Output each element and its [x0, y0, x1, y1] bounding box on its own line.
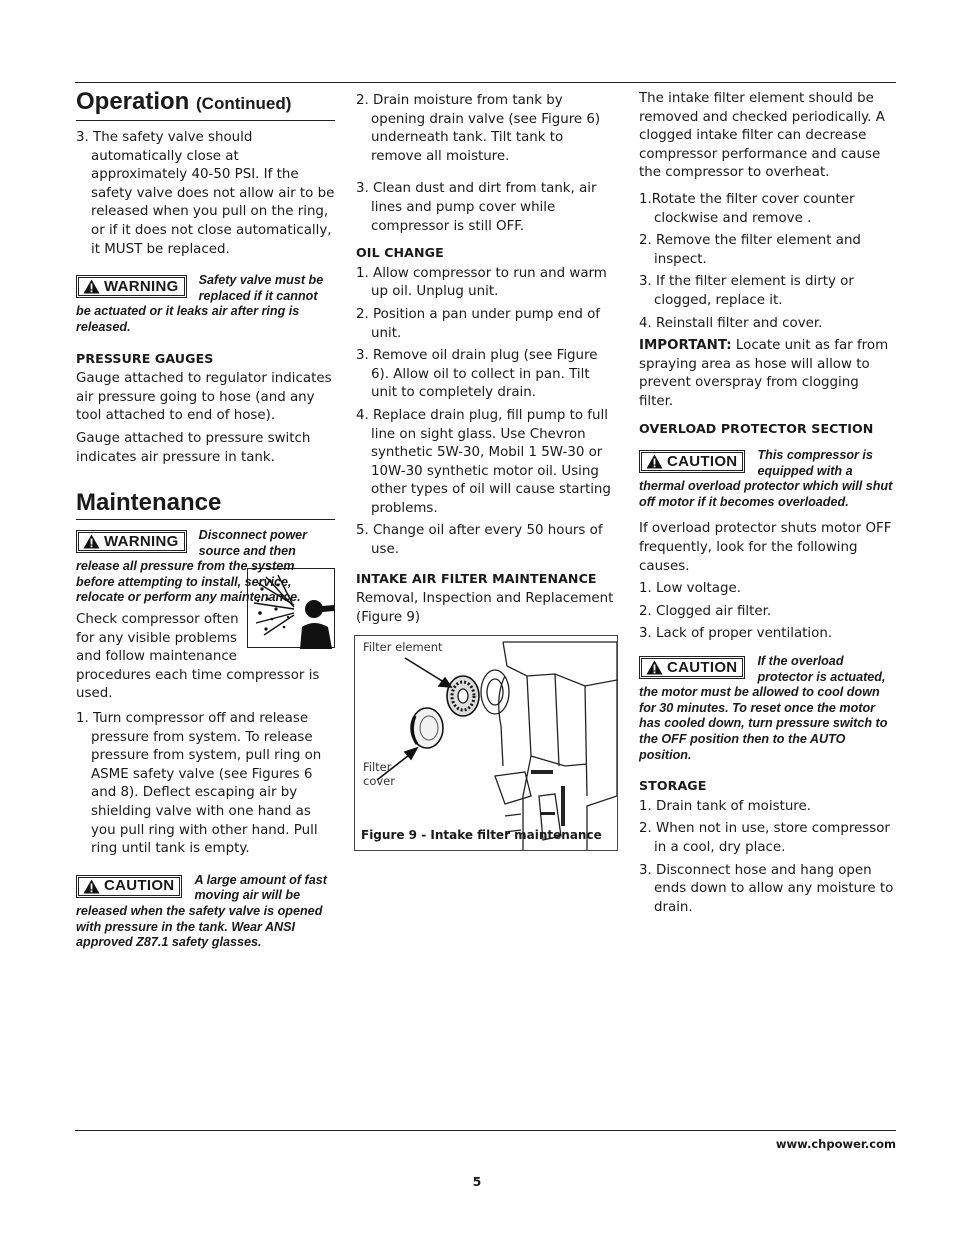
list-item: 3. The safety valve should automatically close at approximately 40-50 PSI. If the safety valve does not allow air to be released when you pull on the ring, or if it does not close automatically, it MUST be replaced. — [76, 130, 335, 257]
caution-fast-air: CAUTION A large amount of fast moving air will be released when the safety valve is opened with pressure in the tank. Wear ANSI approved Z87.1 safety glasses. — [76, 872, 327, 950]
footer-url: www.chpower.com — [775, 1137, 896, 1151]
list-item: 3. Disconnect hose and hang open ends down to allow any moisture to drain. — [639, 862, 894, 915]
bottom-rule — [75, 1130, 896, 1131]
oil-change-steps — [356, 265, 618, 560]
page-number: 5 — [472, 1174, 482, 1189]
warning-triangle-icon — [83, 279, 100, 294]
caution-overload-actuated: CAUTION If the overload protector is actuated, the motor must be allowed to cool down for 30 minutes. To reset once the motor has cooled down, turn pressure switch to the OFF position then to the AUTO position. — [639, 654, 888, 762]
maintenance-heading: Maintenance — [76, 489, 335, 520]
list-item: 2. When not in use, store compressor in a cool, dry place. — [639, 821, 890, 855]
filter-element-label: Filter element — [363, 640, 443, 655]
filter-steps — [639, 191, 897, 333]
list-item: 4. Reinstall filter and cover. — [639, 315, 823, 331]
storage-heading: STORAGE — [639, 778, 707, 794]
figure-caption: Figure 9 - Intake filter maintenance — [361, 827, 602, 842]
list-item: 1. Allow compressor to run and warm up oil. Unplug unit. — [356, 265, 607, 300]
pressure-gauges-text-2: Gauge attached to pressure switch indicates air pressure in tank. — [76, 430, 311, 465]
warning-badge: WARNING — [76, 275, 187, 298]
list-item: 1. Turn compressor off and release pressure from system. To release pressure from system, pull ring on ASME safety valve (see Figures 6 and 8). Deflect escaping air by shielding valve with one hand as you pull ring with other hand. Pull ring until tank is empty. — [76, 711, 322, 857]
list-item: 3. Lack of proper ventilation. — [639, 626, 833, 642]
intake-filter-heading: INTAKE AIR FILTER MAINTENANCE — [356, 570, 597, 586]
list-item: 3. If the filter element is dirty or clogged, replace it. — [639, 274, 854, 308]
warning-disconnect-power: WARNING Disconnect power source and then release all pressure from the system before attempting to install, service, relocate or perform any maintenance. — [76, 528, 308, 605]
warning-triangle-icon — [646, 454, 663, 469]
list-item: 5. Change oil after every 50 hours of use. — [356, 523, 603, 558]
maintenance-steps — [76, 710, 335, 859]
overload-intro: If overload protector shuts motor OFF frequently, look for the following causes. — [639, 521, 892, 574]
warning-safety-valve: WARNING Safety valve must be replaced if it cannot be actuated or it leaks air after ring is released. — [76, 273, 324, 334]
list-item: 2. Drain moisture from tank by opening drain valve (see Figure 6) underneath tank. Tilt tank to remove all moisture. — [356, 93, 601, 164]
list-item: 4. Replace drain plug, fill pump to full line on sight glass. Use Chevron synthetic 5W-30, Mobil 1 5W-30 or 10W-30 synthetic motor oil. Using other types of oil will cause starting problems. — [356, 407, 611, 516]
intake-filter-intro: The intake filter element should be removed and checked periodically. A clogged intake filter can decrease compressor performance and cause the compressor to overheat. — [639, 91, 885, 181]
caution-badge: CAUTION — [639, 450, 745, 473]
list-item: 3. Clean dust and dirt from tank, air lines and pump cover while compressor is still OFF. — [356, 181, 597, 234]
column-1 — [76, 88, 335, 957]
intake-filter-illustration — [355, 636, 617, 850]
check-compressor-text: Check compressor often for any visible problems and follow maintenance procedures each time compressor is used. — [76, 612, 320, 702]
caution-overload-equipped: CAUTION This compressor is equipped with a thermal overload protector which will shut off motor if it becomes overloaded. — [639, 448, 893, 509]
oil-change-heading: OIL CHANGE — [356, 245, 444, 261]
figure-9 — [354, 635, 618, 851]
column-2 — [356, 92, 618, 851]
overload-heading: OVERLOAD PROTECTOR SECTION — [639, 420, 874, 436]
warning-triangle-icon — [83, 534, 100, 549]
warning-badge: WARNING — [76, 530, 187, 553]
caution-badge: CAUTION — [639, 656, 745, 679]
pressure-gauges-heading: PRESSURE GAUGES — [76, 350, 214, 366]
list-item: 3. Remove oil drain plug (see Figure 6). Allow oil to collect in pan. Tilt unit to completely drain. — [356, 348, 598, 401]
list-item: 1. Drain tank of moisture. — [639, 798, 812, 814]
top-rule — [75, 82, 896, 83]
list-item: 2. Clogged air filter. — [639, 603, 772, 619]
pressure-gauges-text-1: Gauge attached to regulator indicates air pressure going to hose (and any tool attached to end of hose). — [76, 371, 332, 424]
list-item: 1.Rotate the filter cover counter clockwise and remove . — [639, 191, 855, 226]
operation-steps — [76, 129, 335, 259]
caution-badge: CAUTION — [76, 875, 182, 898]
filter-cover-label: Filter cover — [363, 760, 395, 789]
important-note: IMPORTANT: Locate unit as far from spraying area as hose will allow to prevent overspray from clogging filter. — [639, 338, 889, 409]
column-3 — [639, 90, 897, 921]
overload-causes — [639, 580, 897, 644]
operation-heading: Operation (Continued) — [76, 88, 335, 121]
list-item: 2. Position a pan under pump end of unit. — [356, 306, 600, 341]
list-item: 2. Remove the filter element and inspect. — [639, 233, 861, 267]
maintenance-steps-cont — [356, 92, 618, 236]
warning-triangle-icon — [83, 879, 100, 894]
list-item: 1. Low voltage. — [639, 581, 741, 597]
intake-filter-subtitle: Removal, Inspection and Replacement (Figure 9) — [356, 591, 614, 625]
warning-triangle-icon — [646, 660, 663, 675]
storage-steps — [639, 798, 897, 918]
